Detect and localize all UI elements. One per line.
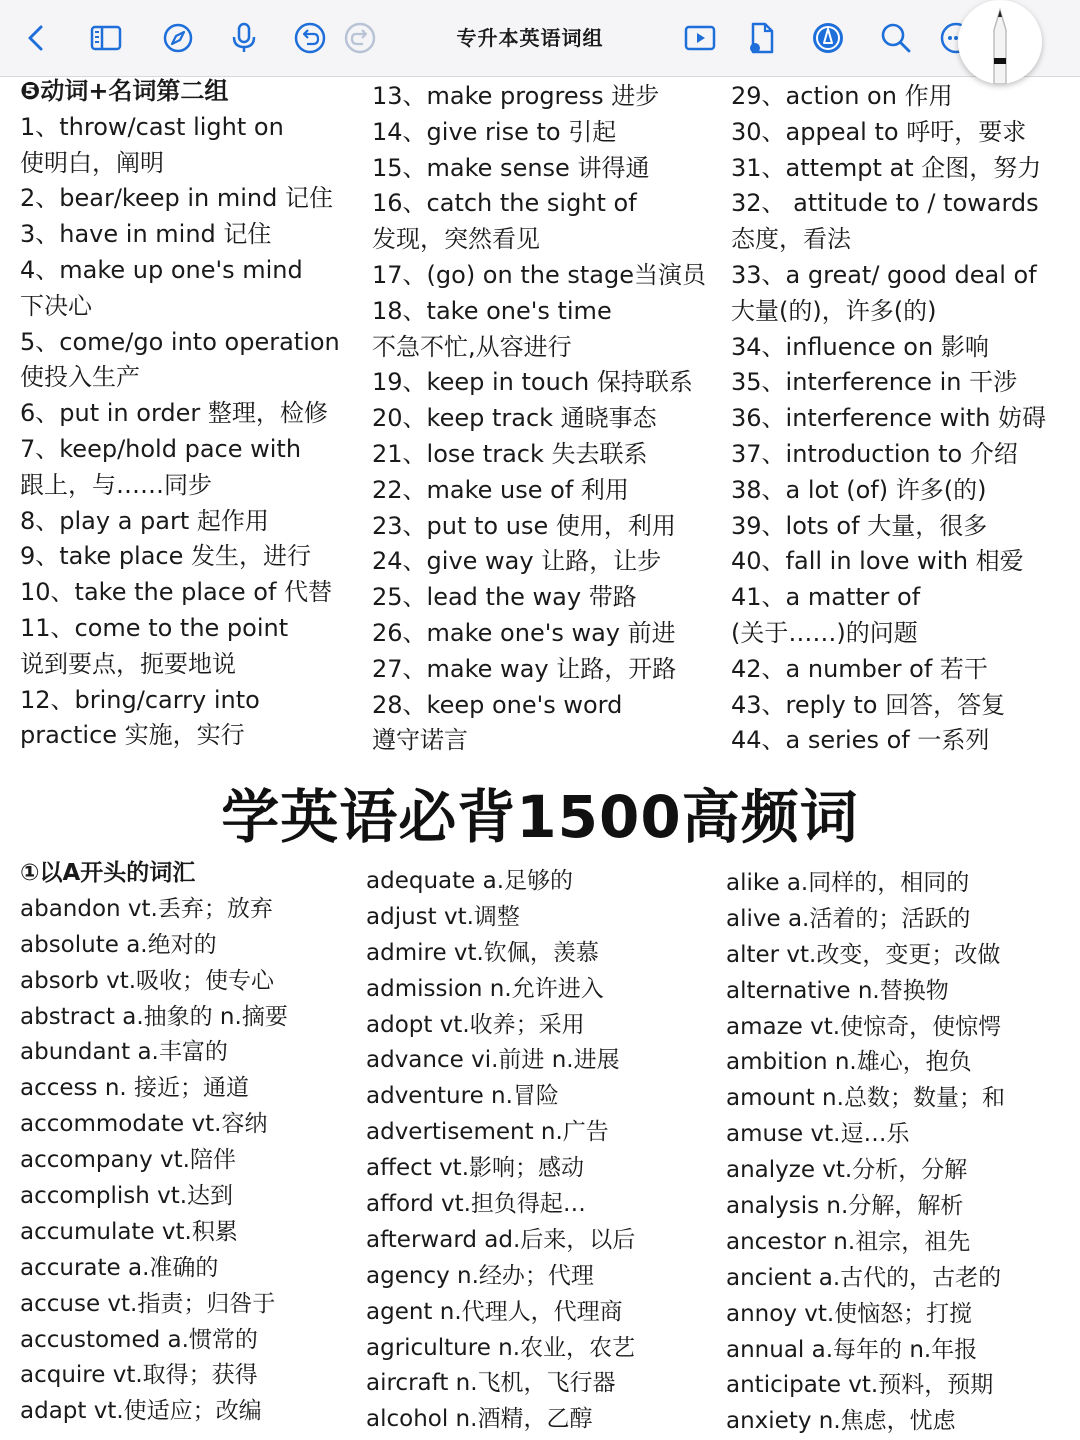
phrase-line: 24、give way 让路，让步 — [372, 547, 662, 576]
vocab-entry: adventure n.冒险 — [366, 1083, 559, 1110]
section-heading: ①以A开头的词汇 — [20, 860, 196, 886]
vocab-entry: adapt vt.使适应；改编 — [20, 1398, 262, 1425]
phrase-line: 发现，突然看见 — [372, 225, 540, 254]
vocab-column-1 — [20, 856, 288, 1430]
vocab-entry: afterward ad.后来，以后 — [366, 1226, 636, 1253]
vocab-entry: ambition n.雄心，抱负 — [726, 1049, 972, 1076]
phrase-line: 23、put to use 使用，利用 — [372, 511, 676, 540]
phrase-line: 34、influence on 影响 — [731, 332, 989, 361]
vocab-entry: aircraft n.飞机，飞行器 — [366, 1370, 616, 1397]
phrase-line: 10、take the place of 代替 — [20, 578, 333, 607]
vocab-entry: accurate a.准确的 — [20, 1254, 219, 1281]
vocab-entry: accomplish vt.达到 — [20, 1183, 234, 1210]
vocab-entry: annual a.每年的 n.年报 — [726, 1336, 978, 1363]
phrase-line: 3、have in mind 记住 — [20, 220, 272, 249]
phrase-line: 使明白，阐明 — [20, 148, 164, 177]
vocab-column-3 — [726, 866, 1005, 1440]
phrase-line: 18、take one's time — [372, 296, 612, 325]
document-title: 专升本英语词组 — [456, 26, 604, 50]
redo-icon[interactable] — [342, 20, 378, 56]
pen-circle-icon[interactable] — [810, 20, 846, 56]
vocab-entry: adequate a.足够的 — [366, 868, 573, 894]
vocab-entry: advance vi.前进 n.进展 — [366, 1047, 620, 1074]
vocab-entry: abundant a.丰富的 — [20, 1039, 228, 1066]
vocab-entry: adjust vt.调整 — [366, 903, 520, 930]
phrase-line: 26、make one's way 前进 — [372, 618, 676, 647]
vocab-entry: abandon vt.丢弃；放弃 — [20, 895, 273, 922]
vocab-entry: anticipate vt.预料，预期 — [726, 1372, 994, 1399]
phrase-line: 6、put in order 整理，检修 — [20, 399, 328, 428]
vocab-entry: accumulate vt.积累 — [20, 1218, 238, 1245]
back-icon[interactable] — [18, 20, 54, 56]
phrase-line: 36、interference with 妨碍 — [731, 404, 1047, 433]
phrase-line: 15、make sense 讲得通 — [372, 153, 650, 182]
phrase-line: 16、catch the sight of — [372, 189, 637, 218]
vocab-entry: admire vt.钦佩，羡慕 — [366, 939, 599, 966]
phrase-line: 30、appeal to 呼吁，要求 — [731, 117, 1027, 146]
vocab-entry: ancient a.古代的，古老的 — [726, 1264, 1002, 1291]
vocab-entry: access n. 接近；通道 — [20, 1075, 250, 1102]
microphone-icon[interactable] — [226, 20, 262, 56]
play-icon[interactable] — [682, 20, 718, 56]
phrase-line: 22、make use of 利用 — [372, 475, 629, 504]
phrase-line: 31、attempt at 企图，努力 — [731, 153, 1042, 182]
phrase-line: 43、reply to 回答，答复 — [731, 690, 1006, 719]
phrase-line: 35、interference in 干涉 — [731, 368, 1018, 397]
vocab-entry: amaze vt.使惊奇，使惊愕 — [726, 1013, 1002, 1040]
vocab-entry: acquire vt.取得；获得 — [20, 1362, 258, 1389]
vocab-entry: accustomed a.惯常的 — [20, 1326, 258, 1353]
vocab-entry: amount n.总数；数量；和 — [726, 1085, 1005, 1112]
vocab-column-2 — [366, 864, 635, 1438]
vocab-title: 学英语必背1500高频词 — [221, 783, 859, 851]
phrase-line: 下决心 — [20, 291, 92, 320]
vocab-entry: affect vt.影响；感动 — [366, 1155, 585, 1182]
phrase-line: 19、keep in touch 保持联系 — [372, 368, 693, 397]
phrase-line: 17、(go) on the stage当演员 — [372, 260, 706, 289]
vocab-entry: alike a.同样的，相同的 — [726, 870, 970, 896]
phrase-line: 13、make progress 进步 — [372, 82, 660, 110]
search-icon[interactable] — [878, 20, 914, 56]
vocab-entry: absorb vt.吸收；使专心 — [20, 967, 275, 994]
phrase-line: 39、lots of 大量，很多 — [731, 511, 988, 540]
phrase-column-1 — [20, 74, 340, 754]
phrase-line: 使投入生产 — [20, 363, 140, 392]
vocab-entry: alter vt.改变，变更；改做 — [726, 941, 1001, 968]
phrase-line: 44、a series of 一系列 — [731, 726, 990, 755]
phrase-line: 33、a great/ good deal of — [731, 260, 1037, 289]
phrase-line: 40、fall in love with 相爱 — [731, 547, 1024, 576]
phrase-line: 说到要点，扼要地说 — [20, 649, 236, 678]
vocab-entry: agency n.经办；代理 — [366, 1262, 594, 1289]
pencil-tool-button[interactable] — [958, 0, 1042, 84]
vocab-entry: advertisement n.广告 — [366, 1119, 609, 1146]
vocab-entry: alive a.活着的；活跃的 — [726, 905, 971, 932]
vocab-entry: adopt vt.收养；采用 — [366, 1011, 585, 1038]
phrase-line: 29、action on 作用 — [731, 82, 953, 110]
phrase-line: practice 实施，实行 — [20, 721, 245, 750]
vocab-entry: admission n.允许进入 — [366, 975, 604, 1002]
phrase-line: 大量(的)，许多(的) — [731, 296, 937, 325]
phrase-line: 41、a matter of — [731, 583, 921, 612]
vocab-entry: analyze vt.分析，分解 — [726, 1157, 968, 1184]
vocab-entry: ancestor n.祖宗，祖先 — [726, 1228, 971, 1255]
phrase-line: 不急不忙,从容进行 — [372, 332, 572, 361]
phrase-line: 37、introduction to 介绍 — [731, 439, 1018, 468]
vocab-entry: agriculture n.农业，农艺 — [366, 1334, 636, 1361]
phrase-line: 跟上，与……同步 — [20, 470, 212, 499]
vocab-entry: alternative n.替换物 — [726, 977, 949, 1004]
vocab-entry: agent n.代理人，代理商 — [366, 1298, 623, 1325]
document-icon[interactable] — [744, 20, 780, 56]
toolbar — [0, 0, 1080, 77]
undo-icon[interactable] — [292, 20, 328, 56]
phrase-line: 38、a lot (of) 许多(的) — [731, 475, 987, 504]
phrase-line: 2、bear/keep in mind 记住 — [20, 184, 333, 213]
phrase-column-3 — [731, 79, 1046, 759]
vocab-entry: analysis n.分解，解析 — [726, 1193, 964, 1220]
phrase-line: 11、come to the point — [20, 613, 289, 642]
vocab-entry: accompany vt.陪伴 — [20, 1147, 236, 1174]
vocab-entry: anxiety n.焦虑，忧虑 — [726, 1408, 956, 1435]
vocab-entry: abstract a.抽象的 n.摘要 — [20, 1003, 288, 1030]
sidebar-icon[interactable] — [88, 20, 124, 56]
phrase-line: 14、give rise to 引起 — [372, 117, 617, 146]
phrase-column-2 — [372, 79, 706, 759]
phrase-line: 25、lead the way 带路 — [372, 583, 637, 612]
phrase-line: 4、make up one's mind — [20, 255, 303, 284]
vocab-entry: annoy vt.使恼怒；打搅 — [726, 1300, 973, 1327]
phrase-line: 20、keep track 通晓事态 — [372, 404, 657, 433]
phrase-line: 27、make way 让路，开路 — [372, 654, 677, 683]
phrase-line: 28、keep one's word — [372, 690, 623, 719]
vocab-entry: accommodate vt.容纳 — [20, 1111, 268, 1138]
phrase-line: 12、bring/carry into — [20, 685, 260, 714]
pencil-icon — [958, 0, 1042, 84]
vocab-entry: alcohol n.酒精，乙醇 — [366, 1406, 593, 1433]
phrase-line: 9、take place 发生，进行 — [20, 542, 312, 571]
phrase-line: 态度，看法 — [731, 225, 851, 254]
phrase-line: 21、lose track 失去联系 — [372, 439, 648, 468]
vocab-entry: accuse vt.指责；归咎于 — [20, 1290, 276, 1317]
phrase-line: 1、throw/cast light on — [20, 112, 284, 141]
phrase-line: 32、 attitude to / towards — [731, 189, 1039, 218]
phrase-line: 7、keep/hold pace with — [20, 434, 302, 463]
vocab-entry: afford vt.担负得起… — [366, 1191, 586, 1218]
vocab-entry: amuse vt.逗…乐 — [726, 1121, 910, 1148]
compass-icon[interactable] — [160, 20, 196, 56]
section-heading: ❺动词+名词第二组 — [20, 77, 229, 105]
phrase-line: (关于……)的问题 — [731, 618, 918, 647]
phrase-line: 42、a number of 若干 — [731, 654, 988, 683]
vocab-entry: absolute a.绝对的 — [20, 931, 217, 958]
phrase-line: 5、come/go into operation — [20, 327, 340, 356]
phrase-line: 8、play a part 起作用 — [20, 506, 269, 535]
phrase-line: 遵守诺言 — [372, 726, 468, 755]
